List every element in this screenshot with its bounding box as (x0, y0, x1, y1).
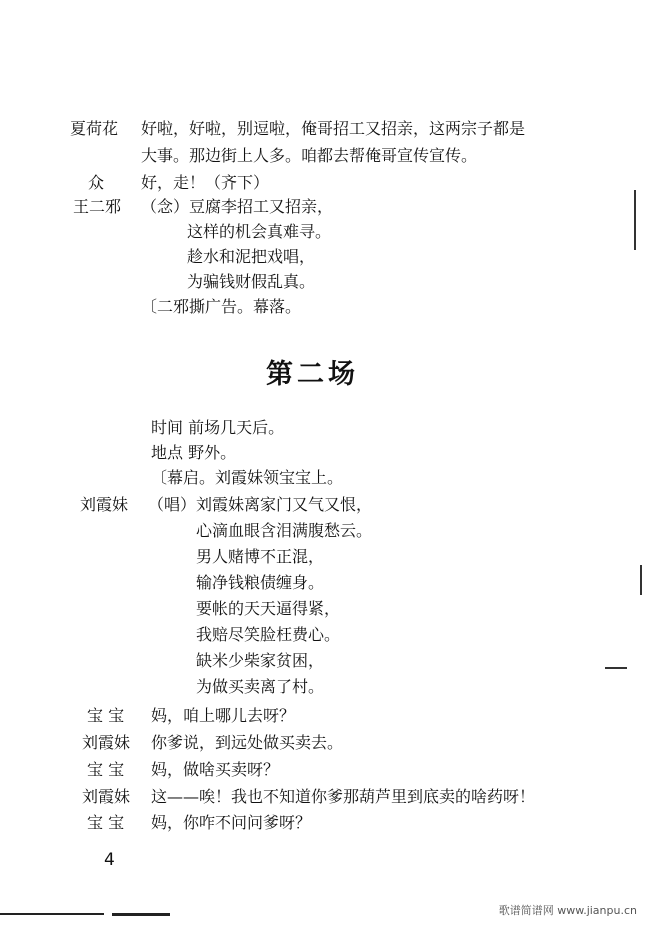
speaker-label: 宝 宝 (87, 760, 125, 779)
verse-line: 这样的机会真难寻。 (187, 222, 332, 241)
verse-line: 趁水和泥把戏唱， (187, 247, 316, 266)
dialogue-line: 好，走！（齐下） (141, 173, 270, 192)
dialogue-line: 大事。那边街上人多。咱都去帮俺哥宣传宣传。 (141, 146, 478, 165)
speaker-label: 夏荷花 (70, 119, 119, 138)
verse-line: 缺米少柴家贫困， (196, 651, 325, 670)
speaker-label: 刘霞妹 (82, 787, 131, 806)
stage-direction: 〔二邪撕广告。幕落。 (141, 297, 302, 316)
dialogue-line: 好啦，好啦，别逗啦，俺哥招工又招亲，这两宗子都是 (141, 119, 526, 138)
verse-line: 我赔尽笑脸枉费心。 (196, 625, 341, 644)
verse-line: 为骗钱财假乱真。 (187, 272, 316, 291)
verse-line: 输净钱粮债缠身。 (196, 573, 325, 592)
page-number: 4 (104, 850, 115, 870)
scene-title: 第二场 (266, 359, 359, 390)
verse-line: 为做买卖离了村。 (196, 677, 325, 696)
dialogue-line: 妈，你咋不问问爹呀？ (151, 813, 312, 832)
speaker-label: 王二邪 (73, 197, 122, 216)
dialogue-line: 妈，做啥买卖呀？ (151, 760, 280, 779)
speaker-label: 刘霞妹 (82, 733, 131, 752)
scan-mark (605, 667, 627, 669)
dialogue-line: 你爹说，到远处做买卖去。 (151, 733, 344, 752)
dialogue-line: 妈，咱上哪儿去呀？ (151, 706, 296, 725)
speaker-label: 宝 宝 (87, 813, 125, 832)
scan-mark (634, 190, 636, 250)
scan-rule (0, 913, 104, 915)
dialogue-line: （唱）刘霞妹离家门又气又恨， (148, 495, 373, 514)
verse-line: 心滴血眼含泪满腹愁云。 (196, 521, 373, 540)
scan-mark (640, 565, 642, 595)
stage-direction: 〔幕启。刘霞妹领宝宝上。 (151, 468, 344, 487)
dialogue-line: （念）豆腐李招工又招亲， (141, 197, 334, 216)
stage-direction: 地点 野外。 (151, 443, 237, 462)
speaker-label: 众 (88, 173, 105, 192)
scan-rule (112, 913, 170, 916)
verse-line: 要帐的天天逼得紧， (196, 599, 341, 618)
speaker-label: 宝 宝 (87, 706, 125, 725)
dialogue-line: 这——唉！我也不知道你爹那葫芦里到底卖的啥药呀！ (151, 787, 536, 806)
stage-direction: 时间 前场几天后。 (151, 418, 285, 437)
speaker-label: 刘霞妹 (80, 495, 129, 514)
verse-line: 男人赌博不正混， (196, 547, 325, 566)
footer-watermark: 歌谱简谱网 www.jianpu.cn (498, 904, 637, 917)
